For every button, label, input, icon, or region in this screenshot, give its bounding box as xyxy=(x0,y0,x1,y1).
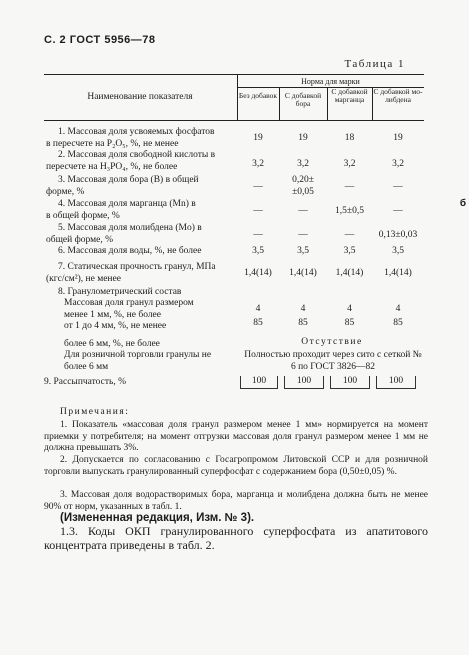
page-header: С. 2 ГОСТ 5956—78 xyxy=(44,34,156,46)
margin-mark: б xyxy=(459,198,466,209)
cell-value: — xyxy=(344,182,355,192)
cell-value: 100 xyxy=(284,376,324,389)
notes-heading: Примечания: xyxy=(60,407,130,417)
cell-value: 3,2 xyxy=(392,159,404,169)
cell-value: 3,2 xyxy=(297,159,309,169)
cell-value: 3,5 xyxy=(392,246,404,256)
cell-value: 1,4(14) xyxy=(289,268,317,278)
row-label: 8. Гранулометрический состав xyxy=(58,287,182,297)
row-label: от 1 до 4 мм, %, не менее xyxy=(64,321,167,331)
cell-value: 4 xyxy=(255,304,261,314)
cell-value: — xyxy=(253,182,263,192)
row-label: 9. Рассыпчатость, % xyxy=(44,377,127,387)
cell-value: 1,4(14) xyxy=(335,268,364,278)
column-header-norm: Норма для марки xyxy=(301,77,360,86)
note-3: 3. Массовая доля водорастворимых бора, марганца и молибдена должна быть не менее 90% от норм, указанных в табл. 1. xyxy=(44,490,428,512)
merged-cell: Отсутствие xyxy=(301,337,363,347)
cell-value: 100 xyxy=(376,376,416,389)
merged-cell: Полностью проходит через сито с сеткой № 6 по ГОСТ 3826—82 xyxy=(244,350,422,372)
cell-value: — xyxy=(253,206,263,216)
cell-value: 100 xyxy=(240,376,278,389)
row-label: 4. Массовая доля марганца (Mn) в в общей форме, % xyxy=(46,199,196,221)
cell-value: — xyxy=(393,182,403,192)
paragraph-1-3: 1.3. Коды ОКП гранулированного суперфосфата из апатитового концентрата приведены в табл. 2. xyxy=(44,524,428,552)
note-2: 2. Допускается по согласованию с Госагропромом Литовской ССР и для розничной торговли выпускать гранулированный суперфосфат с содержанием бора (0,50±0,05) %. xyxy=(44,455,428,477)
cell-value: — xyxy=(298,230,308,240)
cell-value: 0,13±0,03 xyxy=(378,230,418,240)
column-header-mark-4: С добавкой молибдена xyxy=(373,87,423,104)
cell-value: 4 xyxy=(395,304,401,314)
cell-value: 19 xyxy=(393,133,403,143)
table-title: Таблица 1 xyxy=(344,58,405,70)
row-label: 1. Массовая доля усвояемых фосфатов в пересчете на P₂O₅, %, не менее xyxy=(46,127,215,149)
cell-value: 3,5 xyxy=(297,246,309,256)
cell-value: 100 xyxy=(330,376,370,389)
cell-value: 1,5±0,5 xyxy=(335,206,364,216)
cell-value: — xyxy=(344,230,355,240)
column-header-mark-2: С добавкой бора xyxy=(284,91,322,108)
row-label: 7. Статическая прочность гранул, МПа (кгс/см²), не менее xyxy=(46,262,216,284)
cell-value: 1,4(14) xyxy=(384,268,412,278)
cell-value: 85 xyxy=(298,318,308,328)
cell-value: 19 xyxy=(298,133,308,143)
column-header-mark-3: С добавкой марганца xyxy=(331,87,368,104)
cell-value: 3,2 xyxy=(343,159,356,169)
cell-value: 3,5 xyxy=(343,246,356,256)
cell-value: 3,2 xyxy=(252,159,264,169)
column-header-indicator: Наименование показателя xyxy=(87,92,193,102)
row-label: 5. Массовая доля молибдена (Mo) в общей форме, % xyxy=(46,223,202,245)
edition-note: (Измененная редакция, Изм. № 3). xyxy=(60,512,255,524)
row-label: 6. Массовая доля воды, %, не более xyxy=(58,246,202,256)
row-label: 2. Массовая доля свободной кислоты в пересчете на H₃PO₄, %, не более xyxy=(46,150,216,172)
cell-value: 3,5 xyxy=(252,246,264,256)
cell-value: 4 xyxy=(347,304,352,314)
cell-value: 18 xyxy=(344,133,355,143)
cell-value: 19 xyxy=(253,133,263,143)
cell-value: 85 xyxy=(253,318,263,328)
cell-value: 85 xyxy=(344,318,355,328)
cell-value: — xyxy=(393,206,403,216)
column-header-mark-1: Без добавок xyxy=(238,91,278,100)
cell-value: 85 xyxy=(393,318,403,328)
cell-value: — xyxy=(298,206,308,216)
row-label: более 6 мм, %, не более xyxy=(64,339,160,349)
cell-value: 4 xyxy=(300,304,306,314)
row-label: Для розничной торговли гранулы не более 6 мм xyxy=(64,350,212,372)
note-1: 1. Показатель «массовая доля гранул размером менее 1 мм» нормируется на момент приемки у потребителя; на момент отгрузки массовая доля гранул размером менее 1 мм не должна превышать 3%. xyxy=(44,420,428,453)
cell-value: 1,4(14) xyxy=(244,268,272,278)
row-label: Массовая доля гранул размером менее 1 мм, %, не более xyxy=(64,298,194,320)
cell-value: 0,20± ±0,05 xyxy=(292,175,314,197)
row-label: 3. Массовая доля бора (B) в общей форме, % xyxy=(46,175,199,197)
cell-value: — xyxy=(253,230,263,240)
